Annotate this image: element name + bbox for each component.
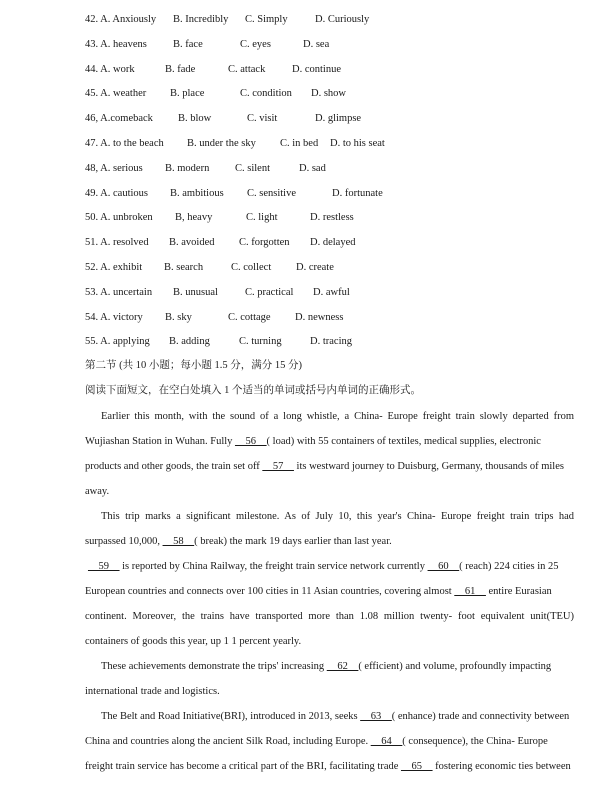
- passage-line: [85, 760, 571, 774]
- option-c: C. eyes: [240, 38, 271, 50]
- option-a: 49. A. cautious: [85, 187, 148, 199]
- passage-text: ( efficient) and volume, profoundly impacting: [358, 661, 552, 672]
- passage-line: [101, 710, 569, 724]
- option-b: B. adding: [169, 336, 210, 348]
- option-a: 46, A.comeback: [85, 113, 153, 125]
- passage-text: entire Eurasian: [485, 586, 552, 597]
- blank-58[interactable]: __58__: [162, 536, 195, 547]
- option-b: B. Incredibly: [173, 14, 229, 25]
- passage-line: [85, 535, 392, 549]
- option-d: D. delayed: [310, 237, 356, 249]
- option-d: D. to his seat: [330, 138, 385, 149]
- option-a: 50. A. unbroken: [85, 212, 153, 224]
- option-c: C. visit: [247, 113, 278, 125]
- passage-line: This trip marks a significant milestone. As of July 10, this year's China- Europe freight train trips had: [101, 511, 574, 522]
- option-b: B. place: [170, 88, 205, 100]
- option-d: D. fortunate: [332, 187, 383, 199]
- passage-text: ( reach) 224 cities in 25: [459, 561, 559, 572]
- passage-text: European countries and connects over 100 cities in 11 Asian countries, covering almost: [85, 586, 455, 597]
- option-a: 51. A. resolved: [85, 237, 149, 249]
- passage-line: [85, 460, 564, 474]
- option-d: D. sad: [299, 162, 326, 174]
- option-d: D. Curiously: [315, 14, 370, 25]
- option-b: B. sky: [165, 311, 192, 323]
- option-a: 47. A. to the beach: [85, 138, 164, 149]
- option-a: 44. A. work: [85, 63, 135, 75]
- passage-line: containers of goods this year, up 1 1 percent yearly.: [85, 636, 302, 647]
- option-a: 53. A. uncertain: [85, 286, 153, 298]
- passage-text: The Belt and Road Initiative(BRI), introduced in 2013, seeks: [101, 711, 361, 722]
- passage-text: its westward journey to Duisburg, Germany, thousands of miles: [293, 461, 564, 472]
- option-c: C. collect: [231, 262, 272, 273]
- blank-59[interactable]: __59__: [88, 561, 120, 572]
- option-d: D. tracing: [310, 336, 352, 348]
- option-a: 52. A. exhibit: [85, 262, 143, 273]
- passage-text: ( load) with 55 containers of textiles, medical supplies, electronic: [266, 436, 541, 447]
- passage-text: ( consequence), the China- Europe: [402, 736, 548, 747]
- passage-text: products and other goods, the train set off: [85, 461, 263, 472]
- option-b: B. blow: [178, 113, 212, 125]
- option-b: B. unusual: [173, 286, 218, 298]
- option-d: D. newness: [295, 311, 344, 323]
- section-title: 第二节 (共 10 小题；每小题 1.5 分，满分 15 分): [85, 360, 302, 371]
- option-c: C. silent: [235, 162, 271, 174]
- option-a: 43. A. heavens: [85, 38, 147, 50]
- passage-line: international trade and logistics.: [85, 686, 220, 697]
- option-d: D. restless: [310, 212, 354, 224]
- passage-line: continent. Moreover, the trains have transported more than 1.08 million twenty- foot equivalent unit(TEU): [85, 611, 574, 622]
- option-b: B. ambitious: [170, 187, 224, 199]
- option-a: 54. A. victory: [85, 311, 143, 323]
- option-a: 45. A. weather: [85, 88, 147, 100]
- option-a: 48, A. serious: [85, 162, 143, 174]
- option-c: C. sensitive: [247, 187, 296, 199]
- passage-line: [85, 585, 552, 599]
- option-d: D. show: [311, 88, 347, 100]
- option-d: D. continue: [292, 63, 341, 75]
- passage-text: China and countries along the ancient Silk Road, including Europe.: [85, 736, 371, 747]
- option-a: 55. A. applying: [85, 336, 150, 348]
- blank-56[interactable]: __56__: [235, 436, 267, 447]
- passage-line: Earlier this month, with the sound of a long whistle, a China- Europe freight train slowly departed from: [101, 411, 574, 422]
- passage-text: ( break) the mark 19 days earlier than last year.: [194, 536, 392, 547]
- option-a: 42. A. Anxiously: [85, 14, 157, 25]
- option-b: B. face: [173, 38, 203, 50]
- option-b: B. search: [164, 262, 204, 273]
- option-b: B. under the sky: [187, 138, 256, 149]
- option-b: B, heavy: [175, 212, 213, 224]
- blank-60[interactable]: __60__: [427, 561, 460, 572]
- blank-63[interactable]: __63__: [360, 711, 392, 722]
- passage-text: fostering economic ties between: [432, 761, 571, 772]
- passage-text: freight train service has become a critical part of the BRI, facilitating trade: [85, 761, 402, 772]
- passage-text: is reported by China Railway, the freight train service network currently: [119, 561, 428, 572]
- blank-65[interactable]: __65__: [401, 761, 433, 772]
- option-b: B. fade: [165, 63, 196, 75]
- option-d: D. awful: [313, 286, 350, 298]
- passage-text: These achievements demonstrate the trips' increasing: [101, 661, 327, 672]
- passage-text: Wujiashan Station in Wuhan. Fully: [85, 436, 236, 447]
- option-d: D. sea: [303, 38, 330, 50]
- passage-line: [85, 435, 541, 449]
- passage-text: surpassed 10,000,: [85, 536, 163, 547]
- passage-line: away.: [85, 486, 110, 497]
- option-b: B. modern: [165, 162, 210, 174]
- option-c: C. cottage: [228, 311, 271, 323]
- option-b: B. avoided: [169, 237, 215, 249]
- option-c: C. Simply: [245, 14, 288, 25]
- option-c: C. turning: [239, 336, 282, 348]
- option-c: C. practical: [245, 286, 294, 298]
- blank-64[interactable]: __64__: [370, 736, 403, 747]
- option-d: D. create: [296, 262, 334, 273]
- passage-line: [85, 735, 548, 749]
- option-c: C. in bed: [280, 138, 319, 149]
- passage-line: [101, 660, 551, 674]
- passage-text: ( enhance) trade and connectivity between: [391, 711, 570, 722]
- section-instruction: 阅读下面短文，在空白处填入 1 个适当的单词或括号内单词的正确形式。: [85, 385, 421, 396]
- blank-57[interactable]: __57__: [262, 461, 294, 472]
- option-c: C. condition: [240, 88, 292, 100]
- option-c: C. light: [246, 212, 278, 224]
- option-d: D. glimpse: [315, 113, 362, 125]
- blank-62[interactable]: __62__: [326, 661, 359, 672]
- option-c: C. attack: [228, 63, 266, 75]
- passage-line: [88, 560, 559, 574]
- option-c: C. forgotten: [239, 237, 290, 249]
- blank-61[interactable]: __61__: [454, 586, 486, 597]
